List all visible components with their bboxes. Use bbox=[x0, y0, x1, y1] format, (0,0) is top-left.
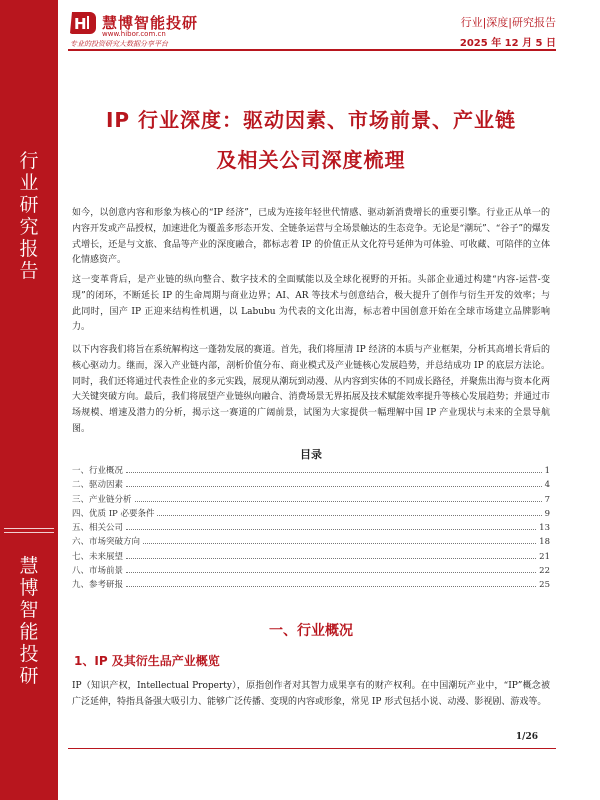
report-title-line-2: 及相关公司深度梳理 bbox=[216, 148, 406, 172]
paragraph-text: IP（知识产权，Intellectual Property），原指创作者对其智力成果享有的财产权利。在中国潮玩产业中，“IP”概念被广泛延伸，特指具备强大吸引力、能够广泛传播、变现的内容或形象，常见 IP 形式包括小说、动漫、影视剧、游戏等。 bbox=[72, 681, 550, 707]
logo-mark-icon bbox=[68, 10, 98, 36]
sidebar-char: 行 bbox=[19, 150, 39, 172]
sidebar-char: 报 bbox=[19, 238, 39, 260]
toc-item-page: 18 bbox=[539, 537, 550, 548]
toc-item-page: 13 bbox=[539, 523, 550, 534]
toc-item-label: 五、相关公司 bbox=[72, 523, 124, 534]
svg-text:H: H bbox=[74, 15, 87, 33]
intro-paragraph-2 bbox=[72, 273, 550, 336]
sidebar-divider bbox=[4, 528, 54, 529]
toc-item-page: 4 bbox=[544, 480, 550, 491]
paragraph-text: 这一变革背后，是产业链的纵向整合、数字技术的全面赋能以及全球化视野的开拓。头部企业通过构建“内容-运营-变现”的闭环，不断延长 IP 的生命周期与商业边界；AI、AR 等技术与创意结合，极大提升了创作与衍生开发的效率；与此同时，国产 IP 正迎来结构性机遇，以 Labubu 为代表的文化出海，标志着中国创意开始在全球市场建立品牌影响力。 bbox=[72, 275, 550, 333]
section-title: 一、行业概况 bbox=[269, 623, 353, 639]
toc-item-label: 七、未来展望 bbox=[72, 551, 124, 562]
toc-item-label: 一、行业概况 bbox=[72, 466, 124, 476]
toc-item[interactable] bbox=[72, 578, 550, 592]
sidebar-char: 究 bbox=[19, 216, 39, 238]
toc-item-page: 7 bbox=[544, 494, 550, 505]
toc-item-page: 25 bbox=[539, 580, 550, 591]
header-divider bbox=[68, 49, 556, 51]
toc-item[interactable] bbox=[72, 521, 550, 535]
sidebar-char: 研 bbox=[19, 665, 39, 687]
toc-item-label: 三、产业链分析 bbox=[72, 494, 132, 505]
toc-item-page: 1 bbox=[544, 466, 550, 476]
toc-item[interactable] bbox=[72, 493, 550, 507]
toc-item-page: 21 bbox=[539, 551, 550, 562]
toc-leader-dots bbox=[126, 523, 536, 530]
report-date: 2025 年 12 月 5 日 bbox=[459, 38, 556, 49]
report-title bbox=[66, 100, 556, 180]
paragraph-text: 以下内容我们将旨在系统解构这一蓬勃发展的赛道。首先，我们将厘清 IP 经济的本质与产业框架，分析其高增长背后的核心驱动力。继而，深入产业链内部，剖析价值分布、商业模式及产业链核心发展趋势，并总结成功 IP 的底层方法论。同时，我们还将通过代表性企业的多元实践，展现从潮玩到动漫、从内容到实体的不同成长路径，并聚焦出海与资本化两大关键突破方向。最后，我们将展望产业链纵向融合、消费场景无界拓展及技术赋能效率提升等核心发展趋势；并通过市场规模、增速及潜力的分析，揭示这一赛道的广阔前景，试图为大家提供一幅理解中国 IP 产业现状与未来的全景导航图。 bbox=[72, 345, 550, 434]
report-title-line-1: IP 行业深度：驱动因素、市场前景、产业链 bbox=[105, 108, 517, 132]
sidebar-char: 慧 bbox=[19, 555, 39, 577]
toc-item-label: 六、市场突破方向 bbox=[72, 537, 141, 548]
toc-item-label: 八、市场前景 bbox=[72, 566, 124, 577]
sidebar-report-label bbox=[0, 150, 58, 282]
toc-leader-dots bbox=[126, 566, 536, 573]
toc-item[interactable] bbox=[72, 535, 550, 549]
sidebar-char: 智 bbox=[19, 599, 39, 621]
toc-leader-dots bbox=[126, 480, 542, 487]
page-number: 1/26 bbox=[515, 732, 538, 742]
report-category: 行业|深度|研究报告 bbox=[460, 16, 556, 29]
toc-item[interactable] bbox=[72, 464, 550, 478]
toc-title: 目录 bbox=[300, 448, 322, 461]
toc-item-label: 二、驱动因素 bbox=[72, 480, 124, 491]
company-slogan: 专业的投资研究大数据分享平台 bbox=[70, 40, 168, 48]
paragraph-text: 如今，以创意内容和形象为核心的“IP 经济”，已成为连接年轻世代情感、驱动新消费增长的重要引擎。行业正从单一的内容开发或产品授权，加速进化为覆盖多形态开发、全链条运营与全场景触达的生态竞争。无论是“潮玩”、“谷子”的爆发式增长，还是与文旅、食品等产业的深度融合，都标志着 IP 的价值正从文化符号延伸为可体验、可收藏、可陪伴的立体化情感资产。 bbox=[72, 208, 550, 266]
toc-leader-dots bbox=[143, 537, 536, 544]
intro-paragraph-3 bbox=[72, 343, 550, 438]
sidebar-char: 博 bbox=[19, 577, 39, 599]
toc-item-label: 四、优质 IP 必要条件 bbox=[72, 508, 155, 519]
intro-paragraph-1 bbox=[72, 206, 550, 269]
toc-item[interactable] bbox=[72, 564, 550, 578]
toc-leader-dots bbox=[157, 509, 541, 516]
sidebar-brand-label bbox=[0, 555, 58, 687]
table-of-contents bbox=[72, 464, 550, 593]
sidebar-char: 研 bbox=[19, 194, 39, 216]
toc-leader-dots bbox=[126, 552, 536, 559]
toc-item[interactable] bbox=[72, 478, 550, 492]
toc-item[interactable] bbox=[72, 507, 550, 521]
sidebar-char: 告 bbox=[19, 260, 39, 282]
sidebar-char: 投 bbox=[19, 643, 39, 665]
toc-leader-dots bbox=[126, 580, 536, 587]
subsection-title: 1、IP 及其衍生品产业概览 bbox=[74, 654, 220, 668]
sidebar-divider bbox=[4, 532, 54, 533]
toc-item[interactable] bbox=[72, 550, 550, 564]
sidebar-char: 业 bbox=[19, 172, 39, 194]
toc-leader-dots bbox=[126, 466, 542, 473]
left-sidebar-band bbox=[0, 0, 58, 800]
toc-item-page: 22 bbox=[539, 566, 550, 577]
company-name: 慧博智能投研 bbox=[102, 14, 199, 32]
sidebar-char: 能 bbox=[19, 621, 39, 643]
footer-divider bbox=[68, 748, 556, 749]
header-meta bbox=[460, 14, 556, 49]
company-url[interactable]: www.hibor.com.cn bbox=[102, 30, 166, 38]
toc-item-label: 九、参考研报 bbox=[72, 580, 124, 591]
toc-item-page: 9 bbox=[544, 508, 550, 519]
section-paragraph-1 bbox=[72, 679, 550, 711]
toc-leader-dots bbox=[135, 495, 542, 502]
